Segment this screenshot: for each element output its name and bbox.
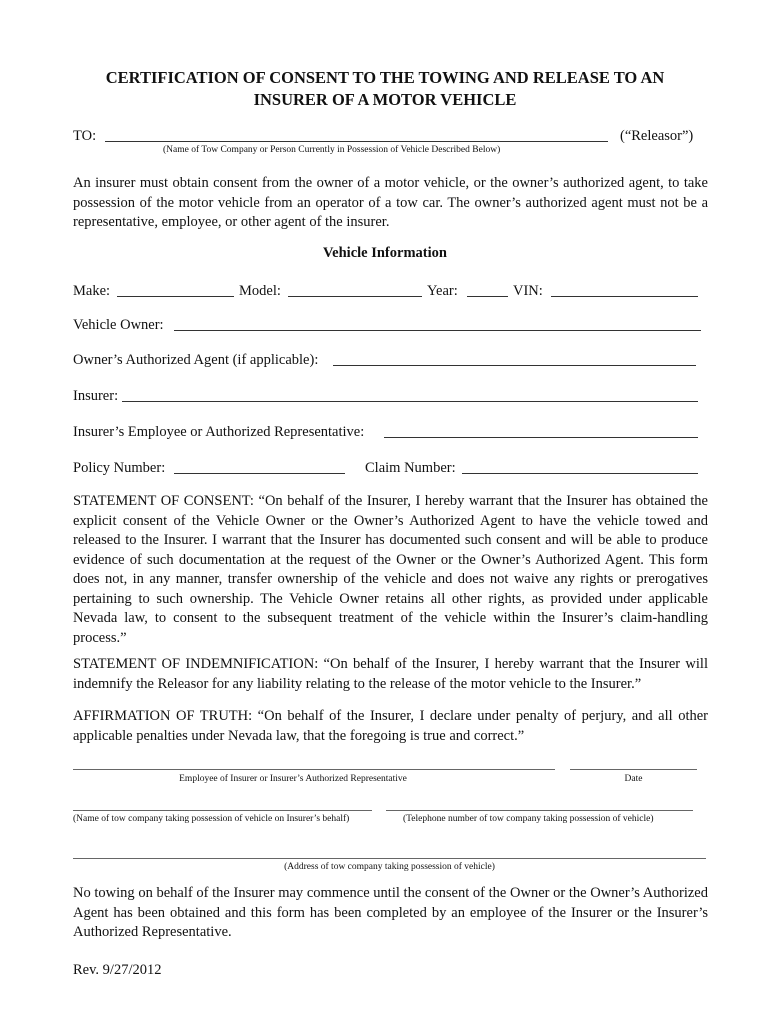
vehicle-owner-label: Vehicle Owner: xyxy=(73,317,164,333)
tow-company-name-field[interactable] xyxy=(73,810,372,811)
claim-number-field[interactable] xyxy=(462,473,698,474)
vehicle-owner-field[interactable] xyxy=(174,330,701,331)
year-label: Year: xyxy=(427,283,458,299)
claim-number-label: Claim Number: xyxy=(365,460,456,476)
document-title-line-1: CERTIFICATION OF CONSENT TO THE TOWING AND RELEASE TO AN xyxy=(105,68,665,87)
statement-of-consent: STATEMENT OF CONSENT: “On behalf of the Insurer, I hereby warrant that the Insurer has obtained the explicit consent of the Vehicle Owner or the Owner’s Authorized Agent to have the vehicle towed and released to the Insurer. I warrant that the Insurer has documented such consent and will be able to produce evidence of such documentation at the request of the Owner or the Owner’s Authorized Agent. This form does not, in any manner, transfer ownership of the vehicle and does not waive any rights or prerogatives pertaining to such ownership. The Vehicle Owner retains all other rights, as provided under applicable Nevada law, to consent to the subsequent treatment of the vehicle within the Insurer’s claim-handling process.” xyxy=(73,493,708,646)
releasor-suffix: (“Releasor”) xyxy=(620,128,694,144)
tow-company-name-caption: (Name of tow company taking possession of vehicle on Insurer’s behalf) xyxy=(73,814,350,824)
vehicle-info-heading: Vehicle Information xyxy=(323,245,447,261)
releasor-caption: (Name of Tow Company or Person Currently in Possession of Vehicle Described Below) xyxy=(163,145,501,155)
policy-number-label: Policy Number: xyxy=(73,460,166,476)
insurer-employee-label: Insurer’s Employee or Authorized Representative: xyxy=(73,424,365,440)
tow-company-phone-caption: (Telephone number of tow company taking possession of vehicle) xyxy=(403,814,654,824)
releasor-name-field[interactable] xyxy=(105,141,608,142)
insurer-employee-field[interactable] xyxy=(384,437,698,438)
document-title-line-2: INSURER OF A MOTOR VEHICLE xyxy=(253,90,517,109)
vin-field[interactable] xyxy=(551,296,698,297)
statement-of-indemnification: STATEMENT OF INDEMNIFICATION: “On behalf of the Insurer, I hereby warrant that the Insurer will indemnify the Releasor for any liability relating to the release of the motor vehicle to the Insurer.” xyxy=(73,656,708,692)
insurer-field[interactable] xyxy=(122,401,698,402)
affirmation-of-truth: AFFIRMATION OF TRUTH: “On behalf of the Insurer, I declare under penalty of perjury, and all other applicable penalties under Nevada law, that the foregoing is true and correct.” xyxy=(73,708,708,744)
date-field[interactable] xyxy=(570,769,697,770)
date-caption: Date xyxy=(624,774,643,784)
model-field[interactable] xyxy=(288,296,422,297)
employee-signature-field[interactable] xyxy=(73,769,555,770)
year-field[interactable] xyxy=(467,296,508,297)
tow-company-address-caption: (Address of tow company taking possession of vehicle) xyxy=(284,862,495,872)
policy-number-field[interactable] xyxy=(174,473,345,474)
revision-date: Rev. 9/27/2012 xyxy=(73,962,162,978)
model-label: Model: xyxy=(239,283,281,299)
authorized-agent-label: Owner’s Authorized Agent (if applicable): xyxy=(73,352,319,368)
tow-company-phone-field[interactable] xyxy=(386,810,693,811)
employee-signature-caption: Employee of Insurer or Insurer’s Authorized Representative xyxy=(179,774,407,784)
make-label: Make: xyxy=(73,283,111,299)
make-field[interactable] xyxy=(117,296,234,297)
authorized-agent-field[interactable] xyxy=(333,365,696,366)
tow-company-address-field[interactable] xyxy=(73,858,706,859)
vin-label: VIN: xyxy=(513,283,543,299)
closing-paragraph: No towing on behalf of the Insurer may commence until the consent of the Owner or the Owner’s Authorized Agent has been obtained and this form has been completed by an employee of the Insurer or the Insurer’s Authorized Representative. xyxy=(73,885,708,940)
to-label: TO: xyxy=(73,128,97,144)
insurer-label: Insurer: xyxy=(73,388,119,404)
intro-paragraph: An insurer must obtain consent from the owner of a motor vehicle, or the owner’s authorized agent, to take possession of the motor vehicle from an operator of a tow car. The owner’s authorized agent must not be a representative, employee, or other agent of the insurer. xyxy=(73,175,708,230)
